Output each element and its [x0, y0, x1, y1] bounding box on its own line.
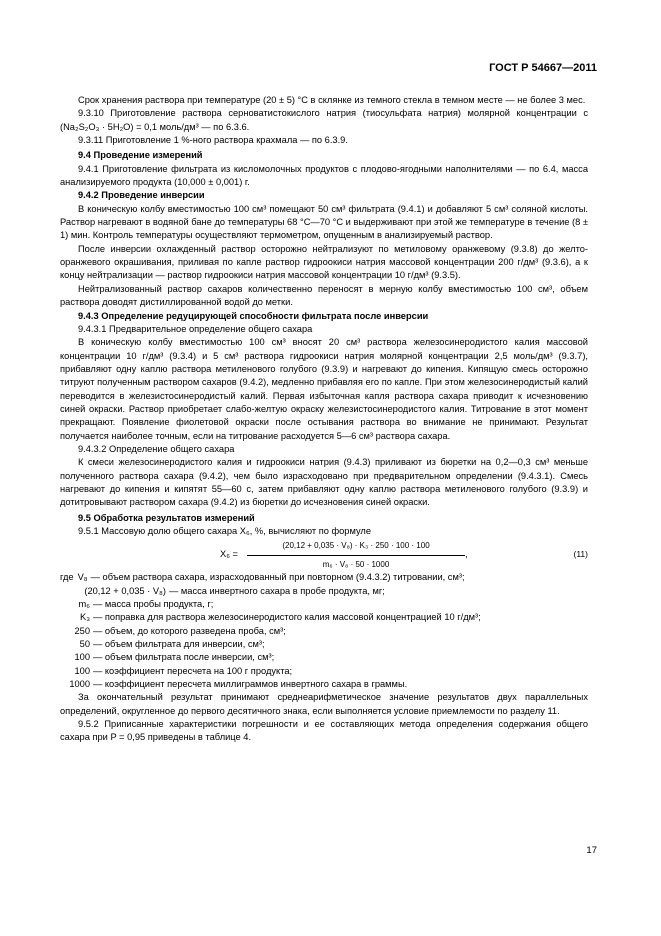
legend-row	[60, 625, 588, 638]
legend-symbol: V₈	[77, 572, 88, 583]
legend-intro: где	[60, 572, 74, 583]
legend-text: — масса инвертного сахара в пробе продукта, мг;	[169, 585, 385, 596]
formula-fraction	[247, 539, 465, 571]
section-heading: 9.4 Проведение измерений	[78, 150, 203, 161]
legend-text: — коэффициент пересчета на 100 г продукта;	[93, 665, 293, 676]
paragraph: 9.4.3.1 Предварительное определение общего сахара	[78, 323, 313, 334]
document-id: ГОСТ Р 54667—2011	[489, 62, 597, 74]
legend-row	[60, 638, 588, 651]
legend-text: — поправка для раствора железосинеродистого калия массовой концентрацией 10 г/дм³;	[93, 612, 481, 623]
paragraph: 9.5.2 Приписанные характеристики погрешности и ее составляющих метода определения содержания общего сахара при P = 0,95 приведены в таблице 4.	[60, 719, 588, 743]
paragraph: 9.3.11 Приготовление 1 %-ного раствора крахмала — по 6.3.9.	[78, 135, 348, 146]
subsection-heading: 9.4.2 Проведение инверсии	[78, 190, 205, 201]
legend-symbol: m₆	[78, 599, 90, 610]
formula-denominator: m₆ · V₈ · 50 · 1000	[322, 559, 390, 569]
paragraph: Нейтрализованный раствор сахаров количественно переносят в мерную колбу вместимостью 100 см³, объем раствора доводят дистиллированной водой до метки.	[60, 283, 588, 308]
formula-lhs: X₆ =	[220, 549, 238, 560]
paragraph: 9.5.1 Массовую долю общего сахара X₆, %, вычисляют по формуле	[78, 526, 372, 536]
formula-legend	[60, 571, 588, 691]
formula-comma: ,	[465, 549, 468, 560]
paragraph: 9.3.10 Приготовление раствора серноватистокислого натрия (тиосульфата натрия) молярной концентрации c (Na₂S₂O₃ · 5H₂O) = 0,1 моль/дм³ — по 6.3.6.	[60, 108, 588, 132]
section-heading: 9.5 Обработка результатов измерений	[78, 512, 255, 523]
legend-text: — объем фильтрата для инверсии, см³;	[93, 639, 265, 650]
legend-symbol: 100	[74, 652, 90, 663]
paragraph: 9.4.1 Приготовление фильтрата из кисломолочных продуктов с плодово-ягодными наполнителями — по 6.4, масса анализируемого продукта (10,000 ± 0,001) г.	[60, 163, 588, 188]
legend-text: — масса пробы продукта, г;	[93, 599, 214, 610]
legend-row	[60, 651, 588, 664]
paragraph: В коническую колбу вместимостью 100 см³ помещают 50 см³ фильтрата (9.4.1) и добавляют 5 см³ соляной кислоты. Раствор нагревают в водяной бане до температуры 68 °С—70 °С и выдерживают при этой же температуре в течение (8 ± 1) мин. Контроль температуры осуществляют термометром, опущенным в анализируемый раствор.	[60, 203, 588, 241]
paragraph: За окончательный результат принимают среднеарифметическое значение результатов двух параллельных определений, округленное до первого десятичного знака, если выполняется условие приемлемости по разделу 11.	[60, 692, 588, 716]
paragraph: 9.4.3.2 Определение общего сахара	[78, 443, 235, 454]
legend-symbol: 50	[79, 639, 90, 650]
legend-row	[60, 598, 588, 611]
legend-text: — объем раствора сахара, израсходованный при повторном (9.4.3.2) титровании, см³;	[90, 572, 465, 583]
legend-row	[60, 678, 588, 691]
formula-11	[60, 539, 588, 570]
paragraph: После инверсии охлажденный раствор осторожно нейтрализуют по метиловому оранжевому (9.3.8) до желто-оранжевого окрашивания, приливая по капле раствор гидроокиси натрия массовой концентрации 200 г/дм³ (9.3.6), а к концу нейтрализации — раствор гидроокиси натрия массовой концентрации 10 г/дм³ (9.3.5).	[60, 243, 588, 281]
legend-symbol: 100	[74, 665, 90, 676]
paragraph: В коническую колбу вместимостью 100 см³ вносят 20 см³ раствора железосинеродистого калия массовой концентрации 10 г/дм³ (9.3.4) и 5 см³ раствора гидроокиси натрия молярной концентрации 2,5 моль/дм³ (9.3.7), прибавляют одну каплю раствора метиленового голубого (9.3.9) и нагревают до кипения. Кипящую смесь осторожно титруют полученным раствором сахаров (9.4.2), медленно прибавляя его по капле. При этом железосинеродистый калий переводится в железистосинеродистый калий. Первая избыточная капля раствора сахара приводит к исчезновению синей окраски. Раствор приобретает слабо-желтую окраску железистосинеродистого калия. Титрование в этот момент прекращают. Появление фиолетовой окраски после остывания раствора во внимание не принимают. Результат получается наиболее точным, если на титрование расходуется 5—6 см³ раствора сахара.	[60, 337, 588, 441]
paragraph: К смеси железосинеродистого калия и гидроокиси натрия (9.4.3) приливают из бюретки на 0,2—0,3 см³ меньше полученного раствора сахара (9.4.2), чем было израсходовано при предварительном определении (9.4.3.1). Смесь нагревают до кипения и кипятят 55—60 с, затем прибавляют одну каплю раствора метиленового голубого (9.3.9) и дотитровывают раствором сахара (9.4.2) из бюретки до исчезновения синей окраски.	[60, 457, 588, 508]
formula-numerator: (20,12 + 0,035 · V₈) · K₃ · 250 · 100 · 100	[247, 539, 465, 555]
legend-row	[60, 571, 588, 584]
legend-row	[60, 585, 588, 598]
legend-symbol: K₃	[80, 612, 90, 623]
body-text	[60, 94, 588, 745]
legend-symbol: 1000	[69, 679, 90, 690]
legend-text: — коэффициент пересчета миллиграммов инвертного сахара в граммы.	[93, 679, 408, 690]
subsection-heading: 9.4.3 Определение редуцирующей способности фильтрата после инверсии	[78, 310, 429, 321]
legend-symbol: (20,12 + 0,035 · V₈)	[84, 585, 166, 596]
paragraph: Срок хранения раствора при температуре (20 ± 5) °С в склянке из темного стекла в темном месте — не более 3 мес.	[78, 95, 586, 105]
formula-number: (11)	[573, 549, 588, 560]
legend-symbol: 250	[74, 625, 90, 636]
legend-text: — объем, до которого разведена проба, см³;	[93, 625, 286, 636]
legend-row	[60, 665, 588, 678]
legend-row	[60, 611, 588, 624]
legend-text: — объем фильтрата после инверсии, см³;	[93, 652, 275, 663]
page-number: 17	[586, 845, 597, 856]
